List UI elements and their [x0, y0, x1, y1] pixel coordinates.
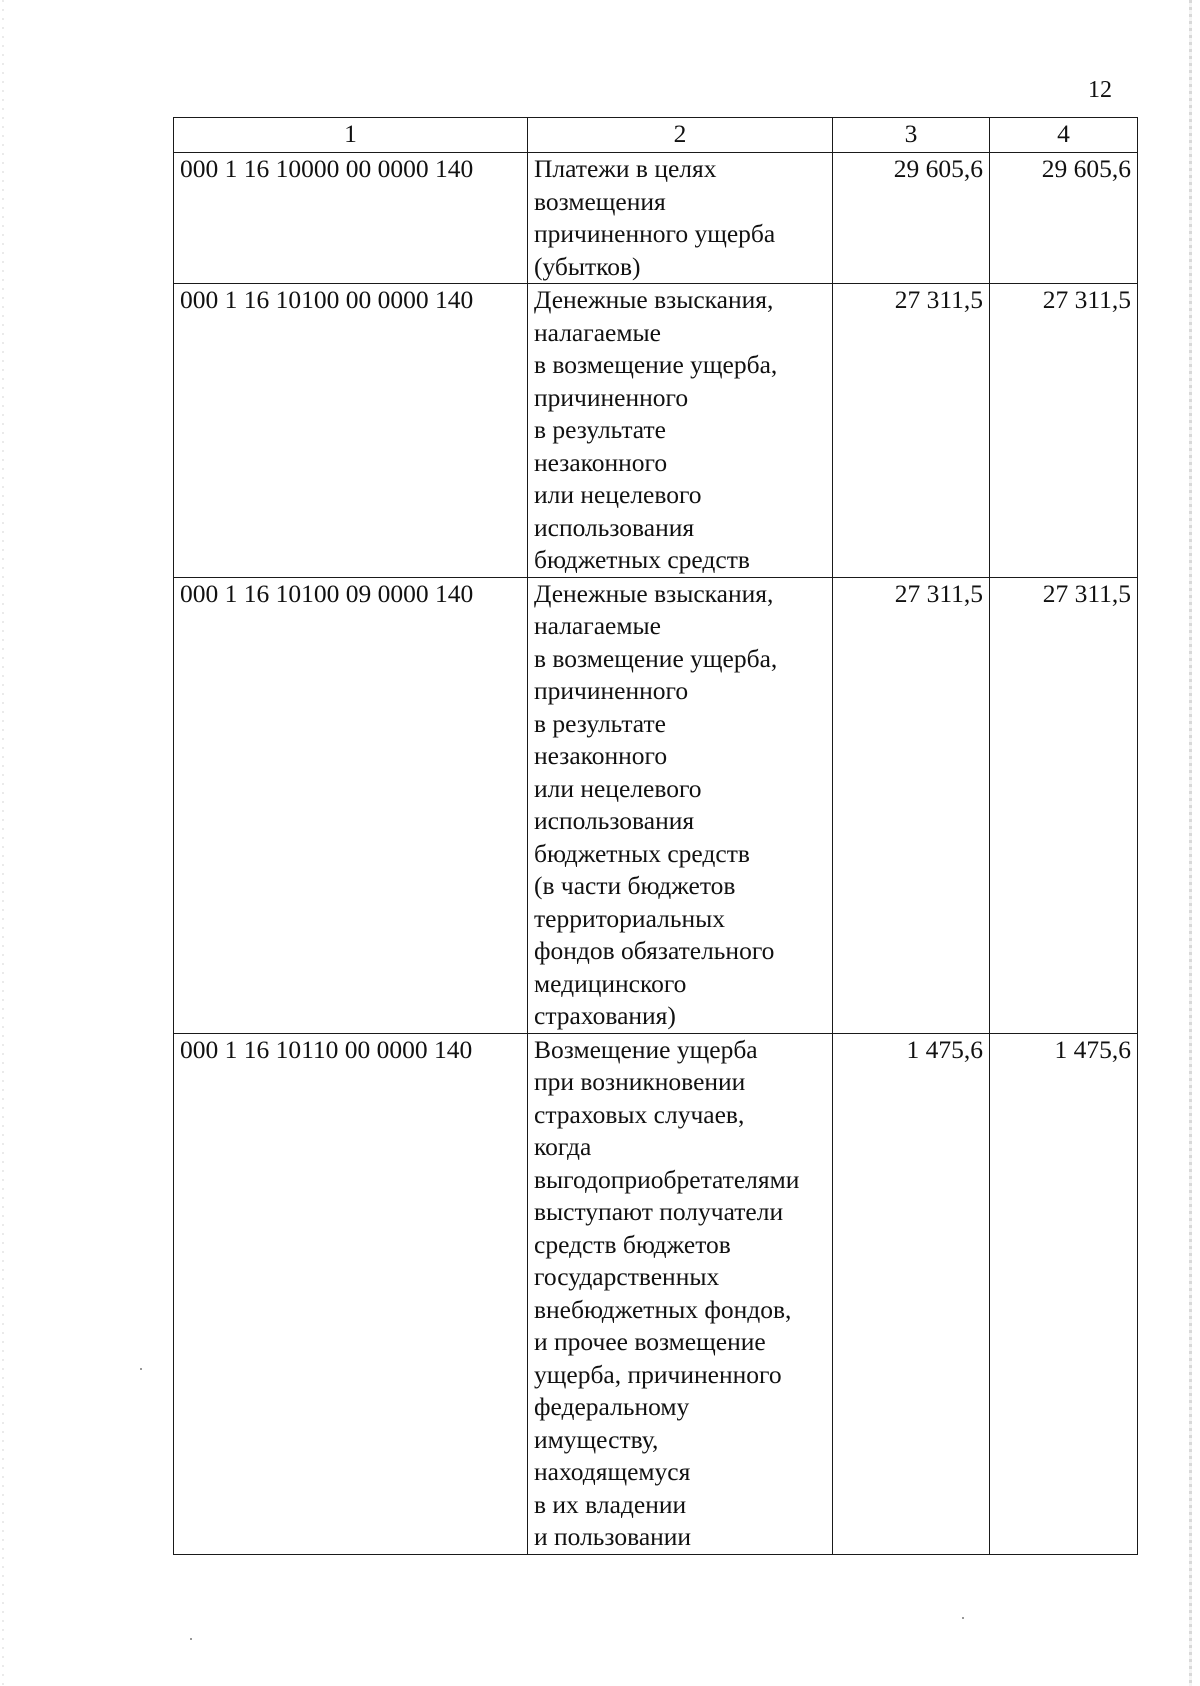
revenue-name-line: средств бюджетов: [534, 1229, 731, 1259]
column-header: 3: [833, 118, 990, 153]
revenue-name-line: причиненного: [534, 676, 689, 705]
amount-col3-cell: 27 311,5: [833, 577, 990, 1033]
amount-col3-cell: 27 311,5: [833, 284, 990, 578]
column-header: 1: [174, 118, 528, 153]
scan-speck: [140, 1368, 142, 1370]
revenue-name-line: (в части бюджетов: [534, 871, 736, 900]
page-number: 12: [1088, 77, 1112, 103]
revenue-name-line: причиненного ущерба: [534, 219, 776, 248]
revenue-name-line: когда: [534, 1132, 592, 1161]
scan-edge-left: [2, 0, 4, 1686]
budget-code-cell: 000 1 16 10100 09 0000 140: [174, 577, 528, 1033]
budget-code-cell: 000 1 16 10100 00 0000 140: [174, 284, 528, 578]
revenue-name-line: федеральному: [534, 1392, 690, 1421]
budget-code-cell: 000 1 16 10110 00 0000 140: [174, 1033, 528, 1554]
revenue-name-line: при возникновении: [534, 1067, 746, 1096]
revenue-name-line: налагаемые: [534, 317, 661, 347]
table-header-row: [174, 118, 1138, 153]
revenue-name-line: использования: [534, 806, 695, 835]
revenue-name-line: возмещения: [534, 186, 666, 216]
revenue-name-line: ущерба, причиненного: [534, 1359, 782, 1389]
revenue-name-line: в возмещение ущерба,: [534, 643, 778, 673]
column-header: 2: [528, 118, 833, 153]
table-row: [174, 153, 1138, 284]
revenue-name-line: причиненного: [534, 382, 689, 412]
revenue-name-line: Возмещение ущерба: [534, 1034, 758, 1064]
revenue-name-line: фондов обязательного: [534, 936, 775, 965]
revenue-name-line: и пользовании: [534, 1522, 692, 1551]
revenue-name-line: медицинского: [534, 968, 687, 998]
scan-speck: [962, 1617, 964, 1619]
revenue-name-line: территориальных: [534, 903, 725, 933]
revenue-name-line: страховых случаев,: [534, 1099, 745, 1129]
revenue-name-line: имуществу,: [534, 1424, 659, 1454]
revenue-name-line: государственных: [534, 1262, 720, 1291]
table-row: [174, 1033, 1138, 1554]
revenue-name-line: бюджетных средств: [534, 838, 750, 868]
revenue-name-line: в их владении: [534, 1489, 687, 1519]
revenue-table: [173, 117, 1138, 1555]
amount-col3-cell: 29 605,6: [833, 153, 990, 284]
revenue-name-line: в результате: [534, 708, 666, 738]
revenue-name-line: или нецелевого: [534, 773, 702, 803]
revenue-name-line: (убытков): [534, 251, 641, 281]
revenue-name-line: в результате: [534, 415, 666, 444]
scan-edge-right: [1189, 0, 1192, 1686]
revenue-name-line: налагаемые: [534, 611, 661, 640]
revenue-name-line: незаконного: [534, 741, 668, 770]
scan-speck: [190, 1638, 192, 1640]
revenue-name-line: Платежи в целях: [534, 154, 717, 183]
amount-col3-cell: 1 475,6: [833, 1033, 990, 1554]
amount-col4-cell: 27 311,5: [990, 577, 1138, 1033]
revenue-name-line: бюджетных средств: [534, 545, 750, 574]
revenue-name-line: внебюджетных фондов,: [534, 1294, 792, 1324]
revenue-name-line: или нецелевого: [534, 480, 702, 509]
amount-col4-cell: 29 605,6: [990, 153, 1138, 284]
revenue-name-line: выгодоприобретателями: [534, 1164, 800, 1194]
revenue-name-line: страхования): [534, 1001, 676, 1030]
revenue-name-line: в возмещение ущерба,: [534, 350, 778, 379]
budget-code-cell: 000 1 16 10000 00 0000 140: [174, 153, 528, 284]
amount-col4-cell: 27 311,5: [990, 284, 1138, 578]
revenue-name-line: находящемуся: [534, 1457, 691, 1486]
revenue-name-cell: [528, 577, 833, 1033]
table-row: [174, 284, 1138, 578]
table-row: [174, 577, 1138, 1033]
revenue-name-line: использования: [534, 512, 695, 542]
revenue-name-cell: [528, 284, 833, 578]
revenue-name-line: и прочее возмещение: [534, 1327, 766, 1356]
revenue-name-line: незаконного: [534, 447, 668, 477]
revenue-name-line: выступают получатели: [534, 1197, 784, 1226]
column-header: 4: [990, 118, 1138, 153]
revenue-name-line: Денежные взыскания,: [534, 578, 774, 608]
revenue-name-cell: [528, 153, 833, 284]
amount-col4-cell: 1 475,6: [990, 1033, 1138, 1554]
revenue-name-line: Денежные взыскания,: [534, 285, 774, 314]
revenue-name-cell: [528, 1033, 833, 1554]
